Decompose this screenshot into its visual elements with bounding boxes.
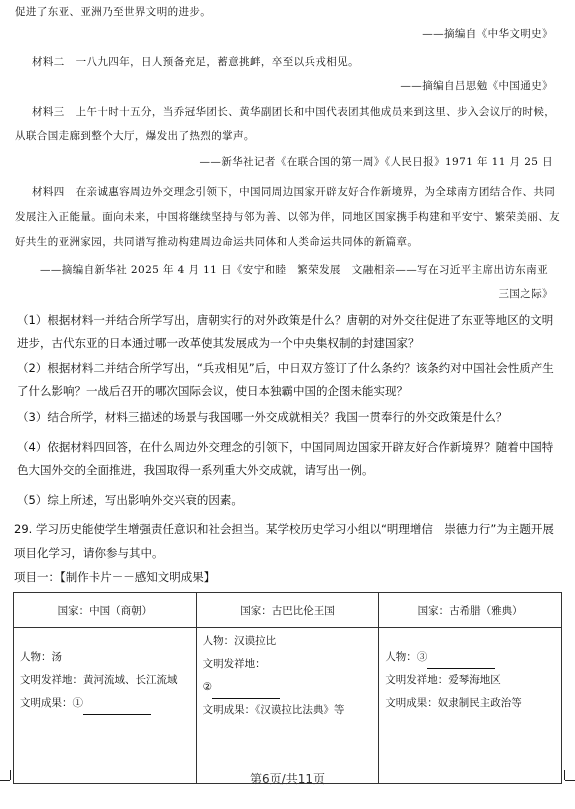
answer-blank-3[interactable] [427, 656, 495, 669]
answer-blank-2[interactable] [212, 686, 280, 699]
blank-number-3: ③ [416, 651, 428, 663]
card-body-greece [379, 628, 562, 784]
card-babylon-origin: 文明发祥地： [202, 658, 266, 670]
card-header-china: 国家：中国（商朝） [14, 593, 197, 628]
page-footer: 第6页/共11页 [250, 772, 325, 786]
card-china-person: 人物：汤 [20, 651, 62, 663]
card-header-greece: 国家：古希腊（雅典） [379, 593, 562, 628]
card-china-achievement-label: 文明成果： [20, 697, 73, 709]
card-babylon-achievement: 文明成果：《汉谟拉比法典》等 [202, 704, 345, 716]
material-4: 材料四 在亲诚惠容周边外交理念引领下，中国同周边国家开辟友好合作新境界，为全球南方团结合作、共同发展注入正能量。面向未来，中国将继续坚持与邻为善、以邻为伴，同地区国家携手构建和平安宁、繁荣美丽、友好共生的亚洲家园，共同谱写推动构建周边命运共同体和人类命运共同体的新篇章。 [15, 186, 560, 248]
blank-number-1: ① [72, 697, 83, 709]
card-china-origin: 文明发祥地：黄河流域、长江流域 [20, 674, 178, 686]
question-1: （1）根据材料一并结合所学写出，唐朝实行的对外政策是什么？唐朝的对外交往促进了东亚等地区的文明进步，古代东亚的日本通过哪一改革使其发展成为一个中央集权制的封建国家？ [17, 313, 554, 350]
card-babylon-person: 人物：汉谟拉比 [202, 635, 277, 647]
material-3: 材料三 上午十时十五分，当乔冠华团长、黄华副团长和中国代表团其他成员来到这里、步入会议厅的时候，从联合国走廊到整个大厅，爆发出了热烈的掌声。 [15, 106, 556, 142]
source-4-line1: ——摘编自新华社 2025 年 4 月 11 日《安宁和睦 繁荣发展 文融相亲——写在习近平主席出访东南亚 [40, 264, 548, 276]
answer-blank-1[interactable] [83, 702, 151, 715]
project-1-title: 项目一：【制作卡片－－感知文明成果】 [14, 570, 216, 584]
question-3: （3）结合所学，材料三描述的场景与我国哪一外交成就相关？我国一贯奉行的外交政策是什么？ [17, 410, 508, 424]
source-1: ——摘编自《中华文明史》 [422, 28, 553, 40]
question-2: （2）根据材料二并结合所学写出，“兵戎相见”后，中日双方签订了什么条约？该条约对中国社会性质产生了什么影响？一战后召开的哪次国际会议，使日本独霸中国的企图未能实现？ [17, 361, 554, 398]
source-3: ——新华社记者《在联合国的第一周》《人民日报》1971 年 11 月 25 日 [199, 156, 553, 168]
text-line-top: 促进了东亚、亚洲乃至世界文明的进步。 [15, 6, 212, 18]
question-4: （4）依据材料四回答，在什么周边外交理念的引领下，中国同周边国家开辟友好合作新境界？随着中国特色大国外交的全面推进，我国取得一系列重大外交成就，请写出一例。 [17, 440, 554, 477]
card-china-achievement [20, 692, 190, 715]
card-greece-achievement: 文明成果：奴隶制民主政治等 [385, 697, 522, 709]
card-greece-person [385, 646, 555, 669]
source-4-line2: 三国之际》 [498, 288, 553, 300]
card-babylon-blank-line [203, 676, 373, 699]
card-greece-origin: 文明发祥地：爱琴海地区 [385, 674, 501, 686]
material-2: 材料二 一八九四年，日人预备充足，蓄意挑衅，卒至以兵戎相见。 [32, 56, 359, 68]
card-body-babylon [196, 628, 379, 784]
card-greece-person-label: 人物： [385, 651, 417, 663]
card-body-china [14, 628, 197, 784]
blank-number-2: ② [202, 681, 213, 693]
card-header-babylon: 国家：古巴比伦王国 [196, 593, 379, 628]
cards-table [13, 592, 562, 784]
source-2: ——摘编自吕思勉《中国通史》 [400, 80, 553, 92]
question-5: （5）综上所述，写出影响外交兴衰的因素。 [17, 493, 243, 507]
question-29: 29. 学习历史能使学生增强责任意识和社会担当。某学校历史学习小组以“明理增信 崇德力行”为主题开展项目化学习，请你参与其中。 [14, 522, 554, 560]
